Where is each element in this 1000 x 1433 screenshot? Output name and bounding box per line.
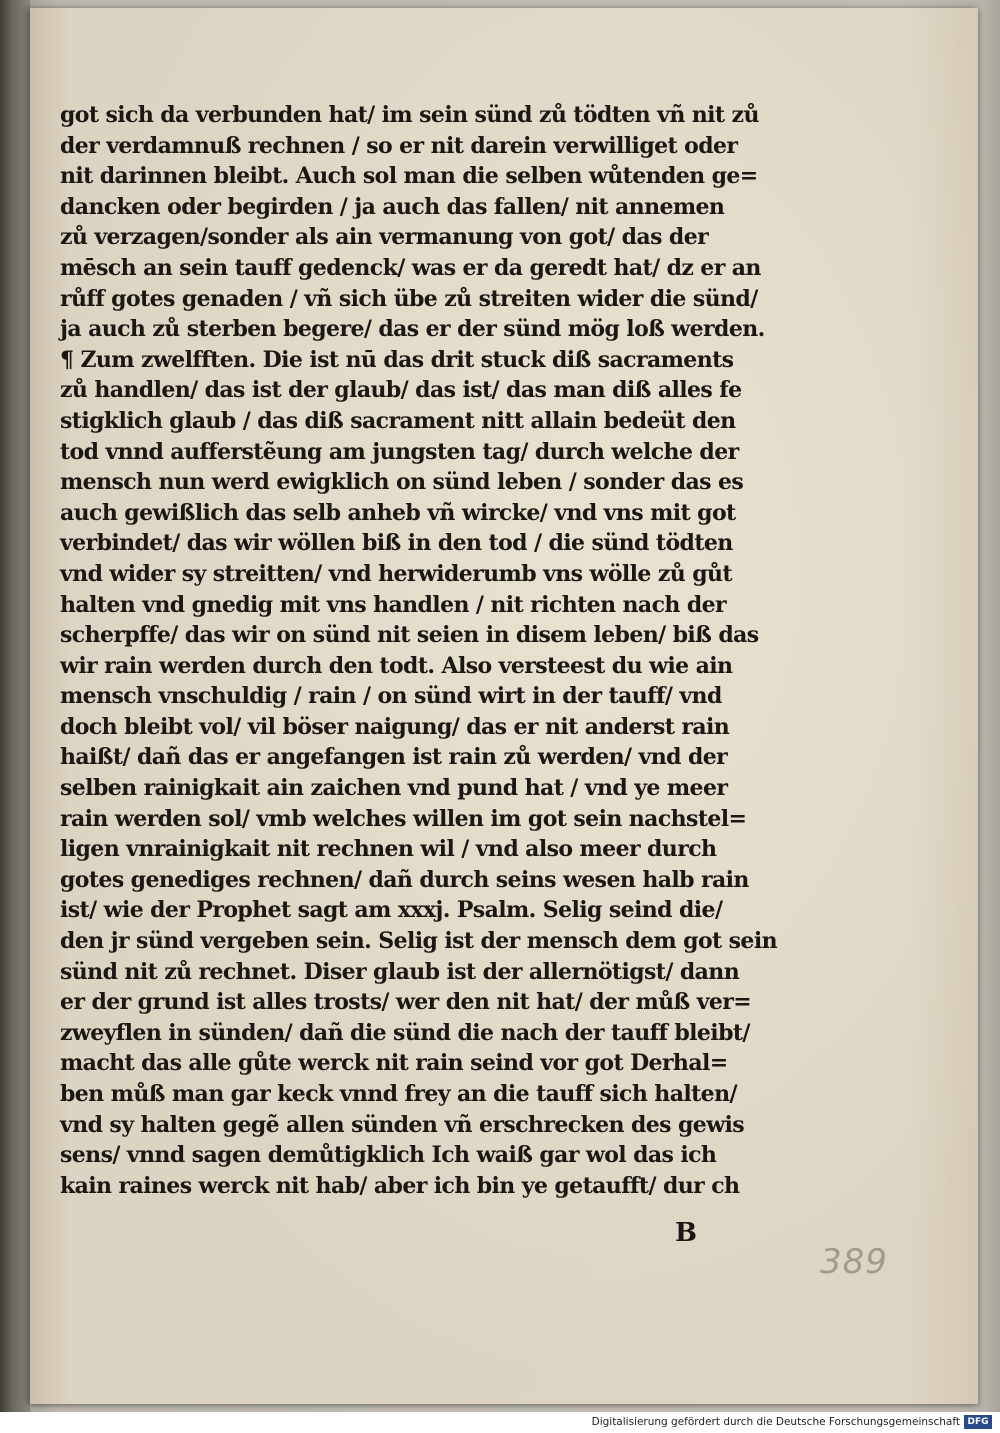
page-text-block [60, 100, 780, 1201]
text-line: rain werden sol/ vmb welches willen im got sein nachstel= [60, 805, 747, 832]
footer-bar [0, 1412, 1000, 1433]
text-line: der verdamnuß rechnen / so er nit darein verwilliget oder [60, 132, 738, 159]
text-line: kain raines werck nit hab/ aber ich bin ye getaufft/ dur ch [60, 1172, 740, 1199]
text-line: scherpffe/ das wir on sünd nit seien in disem leben/ biß das [60, 622, 759, 649]
text-line: dancken oder begirden / ja auch das fallen/ nit annemen [60, 193, 725, 220]
text-line: den jr sünd vergeben sein. Selig ist der mensch dem got sein [60, 928, 777, 955]
text-line: er der grund ist alles trosts/ wer den nit hat/ der můß ver= [60, 989, 752, 1016]
text-line: stigklich glaub / das diß sacrament nitt allain bedeüt den [60, 407, 736, 434]
folio-number: 389 [820, 1242, 888, 1282]
text-line: sens/ vnnd sagen demůtigklich Ich waiß gar wol das ich [60, 1142, 717, 1169]
text-line: got sich da verbunden hat/ im sein sünd zů tödten vñ nit zů [60, 102, 759, 128]
text-line: haißt/ dañ das er angefangen ist rain zů werden/ vnd der [60, 744, 728, 771]
text-line: vnd sy halten gegẽ allen sünden vñ erschrecken des gewis [60, 1111, 745, 1138]
text-line: nit darinnen bleibt. Auch sol man die selben wůtenden ge= [60, 163, 758, 190]
text-line: doch bleibt vol/ vil böser naigung/ das er nit anderst rain [60, 713, 730, 740]
text-line: mensch nun werd ewigklich on sünd leben / sonder das es [60, 469, 744, 496]
text-line: ligen vnrainigkait nit rechnen wil / vnd also meer durch [60, 836, 717, 863]
text-line: macht das alle gůte werck nit rain seind vor got Derhal= [60, 1050, 728, 1077]
text-line: vnd wider sy streitten/ vnd herwiderumb vns wölle zů gůt [60, 560, 732, 587]
text-line: ben můß man gar keck vnnd frey an die tauff sich halten/ [60, 1081, 737, 1107]
dfg-logo-icon: DFG [964, 1415, 992, 1429]
book-binding-edge [0, 0, 30, 1412]
text-line: zweyflen in sünden/ dañ die sünd die nach der tauff bleibt/ [60, 1019, 750, 1046]
text-line: mensch vnschuldig / rain / on sünd wirt in der tauff/ vnd [60, 683, 722, 710]
text-line: verbindet/ das wir wöllen biß in den tod / die sünd tödten [60, 530, 733, 557]
text-line: zů handlen/ das ist der glaub/ das ist/ das man diß alles fe [60, 377, 742, 404]
text-line: gotes genediges rechnen/ dañ durch seins wesen halb rain [60, 866, 749, 893]
text-line: mēsch an sein tauff gedenck/ was er da geredt hat/ dz er an [60, 254, 761, 281]
text-line: halten vnd gnedig mit vns handlen / nit richten nach der [60, 591, 727, 618]
text-line: tod vnnd aufferstẽung am jungsten tag/ durch welche der [60, 438, 739, 465]
text-line: wir rain werden durch den todt. Also versteest du wie ain [60, 652, 733, 679]
text-line: sünd nit zů rechnet. Diser glaub ist der allernötigst/ dann [60, 958, 740, 985]
signature-mark: B [675, 1218, 697, 1248]
text-line: růff gotes genaden / vñ sich übe zů streiten wider die sünd/ [60, 285, 758, 312]
text-line: ist/ wie der Prophet sagt am xxxj. Psalm. Selig seind die/ [60, 897, 723, 924]
text-line: zů verzagen/sonder als ain vermanung von got/ das der [60, 224, 709, 251]
text-line: ¶ Zum zwelfften. Die ist nū das drit stuck diß sacraments [60, 346, 734, 373]
text-line: ja auch zů sterben begere/ das er der sünd mög loß werden. [60, 316, 765, 343]
footer-credit: Digitalisierung gefördert durch die Deutsche Forschungsgemeinschaft [591, 1416, 960, 1428]
text-line: auch gewißlich das selb anheb vñ wircke/ vnd vns mit got [60, 499, 736, 526]
text-line: selben rainigkait ain zaichen vnd pund hat / vnd ye meer [60, 775, 728, 802]
